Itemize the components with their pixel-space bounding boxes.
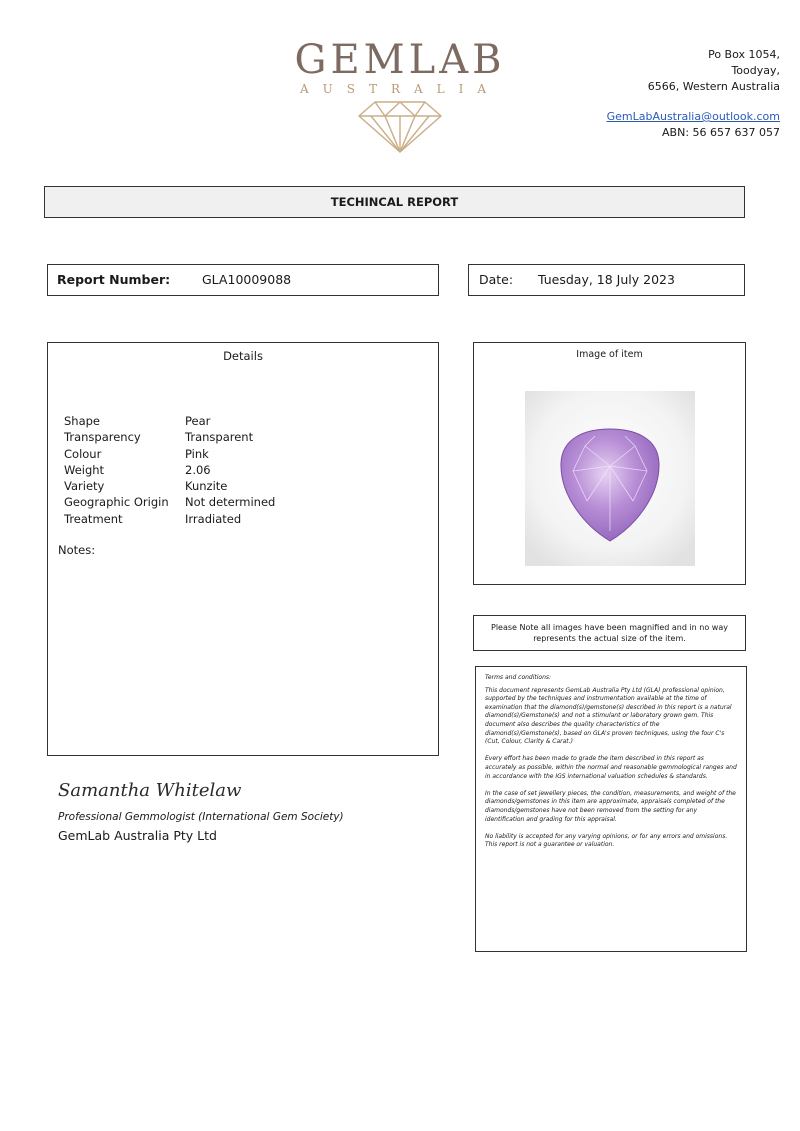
detail-row-colour [64,446,275,462]
detail-value: Pink [185,446,209,461]
detail-key: Shape [64,414,101,428]
detail-row-shape [64,413,275,429]
item-image-panel [473,342,746,585]
date-label: Date: [479,272,514,287]
logo-subtitle: AUSTRALIA [299,82,501,96]
report-number-box [47,264,439,296]
diamond-logo-icon [355,98,445,154]
detail-row-variety [64,478,275,494]
detail-key: Transparency [64,430,141,445]
terms-paragraph: This document represents GemLab Australia Pty Ltd (GLA) professional opinion, supported by the techniques and instrumentation available at the time of examination that the diamond(s)/gemstone(s) described in this report is a natural diamond(s)/Gemstone(s) and not a stimulant or laboratory grown gem. This document also describes the quality characteristics of the diamond(s)/Gemstone(s), based on GLA's proven techniques, using the four C's (Cut, Colour, Clarity & Carat.) [485,686,732,746]
detail-value: Kunzite [185,479,228,494]
detail-row-transparency [64,429,275,445]
terms-paragraph: Every effort has been made to grade the item described in this report as accurately as possible, within the normal and reasonable gemmological ranges and in accordance with the IGS international valuation schedules & standards. [485,755,737,780]
report-number-label: Report Number: [57,272,171,287]
detail-row-treatment [64,511,275,527]
terms-paragraph: No liability is accepted for any varying opinions, or for any errors and omissions. This report is not a guarantee or valuation. [485,832,728,849]
details-panel [47,342,439,756]
report-number-value: GLA10009088 [202,272,292,287]
signature: Samantha Whitelaw [58,780,242,801]
terms-heading: Terms and conditions: [485,674,552,681]
detail-value: Not determined [185,495,276,510]
gem-photo-icon [525,391,695,566]
company-address [520,47,780,141]
notes-label: Notes: [58,543,96,557]
detail-value: Pear [185,414,211,428]
image-title: Image of item [576,349,643,360]
detail-key: Weight [64,462,105,477]
detail-value: 2.06 [185,462,211,477]
signer-role: Professional Gemmologist (International Gem Society) [58,811,344,823]
terms-paragraph: In the case of set jewellery pieces, the condition, measurements, and weight of the diamonds/gemstones in this item are approximate, appraisals completed of the diamonds/gemstones have not been removed from the setting for any identification and grading for this appraisal. [485,789,736,823]
date-box [468,264,745,296]
signer-company: GemLab Australia Pty Ltd [58,828,217,843]
address-line: Toodyay, [731,64,780,77]
address-line: 6566, Western Australia [647,80,780,93]
logo-wordmark: GEMLAB [294,37,506,83]
terms-panel [475,666,747,952]
detail-value: Irradiated [185,511,242,526]
report-title: TECHINCAL REPORT [44,186,745,218]
address-line: Po Box 1054, [708,48,780,61]
abn-number: ABN: 56 657 637 057 [662,126,780,139]
detail-key: Treatment [64,511,123,526]
detail-key: Colour [64,446,102,461]
image-disclaimer [473,615,746,651]
details-list [64,413,275,527]
detail-row-origin [64,494,275,510]
details-title: Details [223,349,263,363]
detail-key: Variety [64,479,105,494]
detail-row-weight [64,462,275,478]
detail-key: Geographic Origin [64,495,169,510]
email-link[interactable]: GemLabAustralia@outlook.com [606,110,780,123]
image-disclaimer-text: Please Note all images have been magnified and in no way represents the actual size of the item. [491,623,728,643]
date-value: Tuesday, 18 July 2023 [538,272,675,287]
detail-value: Transparent [185,430,254,445]
